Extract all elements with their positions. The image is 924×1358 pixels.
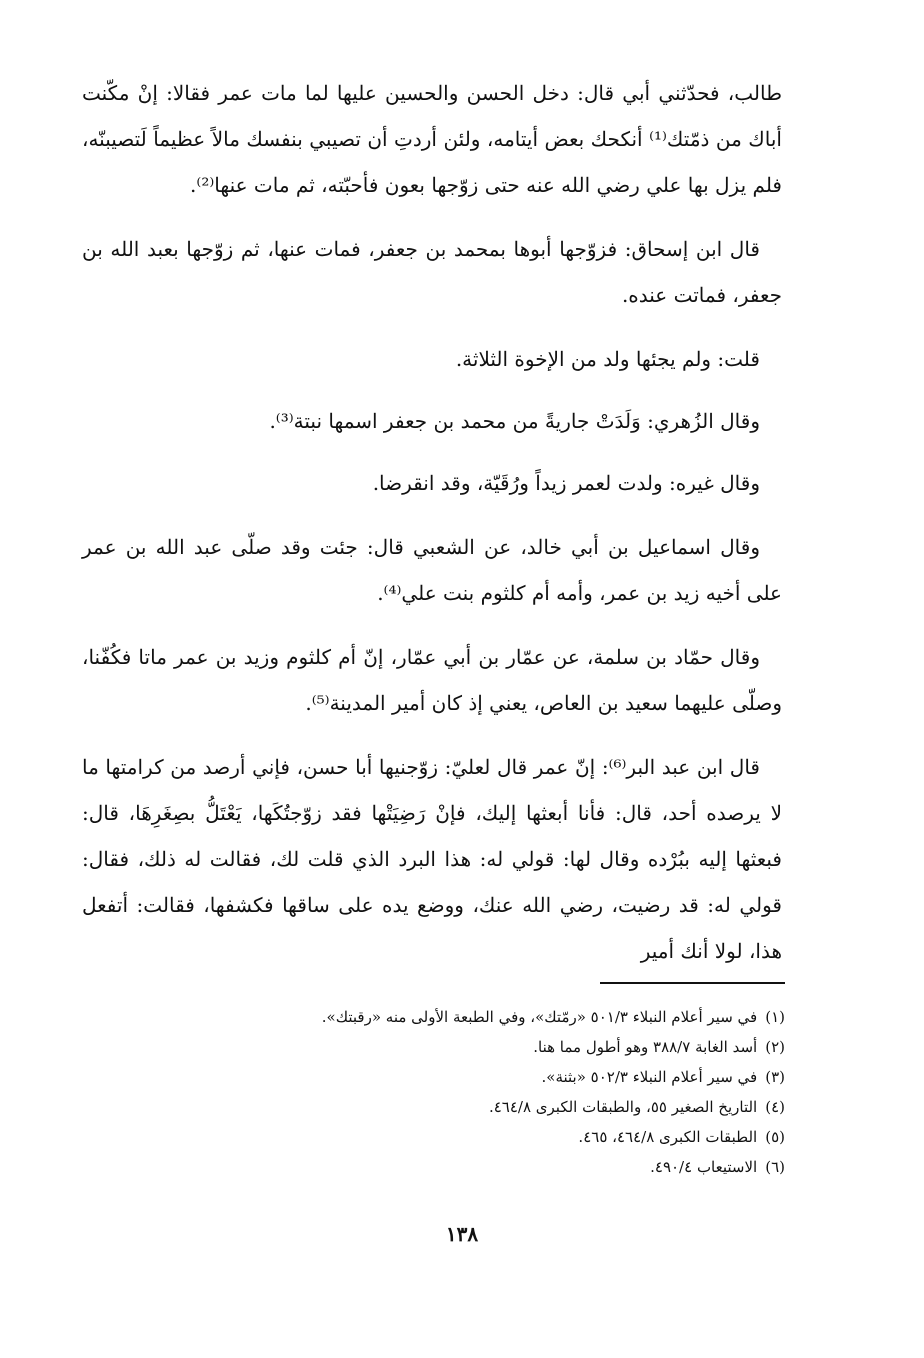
footnote-text: الطبقات الكبرى ٤٦٤/٨، ٤٦٥.: [578, 1128, 758, 1146]
footnote-separator: [600, 982, 785, 984]
paragraph-1: طالب، فحدّثني أبي قال: دخل الحسن والحسين عليها لما مات عمر فقالا: إنْ مكّنت أباك من ذمّتك⁽¹⁾ أنكحك بعض أيتامه، ولئن أردتِ أن تصيبي بنفسك مالاً عظيماً لَتصيبنّه، فلم يزل بها علي رضي الله عنه حتى زوّجها بعون فأحبّته، ثم مات عنها⁽²⁾.: [82, 81, 782, 197]
main-text: [82, 70, 782, 974]
footnote-number: (٢): [765, 1038, 785, 1056]
footnote-number: (٣): [765, 1068, 785, 1086]
footnote-3: [230, 1062, 785, 1092]
footnote-number: (٤): [765, 1098, 785, 1116]
footnote-text: أسد الغابة ٣٨٨/٧ وهو أطول مما هنا.: [533, 1038, 758, 1056]
paragraph-7: وقال حمّاد بن سلمة، عن عمّار بن أبي عمّار، إنّ أم كلثوم وزيد بن عمر ماتا فكُفّنا، وصلّى عليهما سعيد بن العاص، يعني إذ كان أمير المدينة⁽⁵⁾.: [82, 645, 782, 715]
paragraph-2: قال ابن إسحاق: فزوّجها أبوها بمحمد بن جعفر، فمات عنها، ثم زوّجها بعبد الله بن جعفر، فماتت عنده.: [82, 237, 782, 307]
paragraph-4: وقال الزُهري: وَلَدَتْ جاريةً من محمد بن جعفر اسمها نبتة⁽³⁾.: [269, 409, 760, 433]
footnote-number: (١): [765, 1008, 785, 1026]
paragraph-5: وقال غيره: ولدت لعمر زيداً ورُقَيّة، وقد انقرضا.: [372, 471, 760, 495]
footnote-number: (٦): [765, 1158, 785, 1176]
footnote-text: في سير أعلام النبلاء ٥٠١/٣ «رمّتك»، وفي الطبعة الأولى منه «رقبتك».: [321, 1008, 758, 1026]
paragraph-8: قال ابن عبد البر⁽⁶⁾: إنّ عمر قال لعليّ: زوّجنيها أبا حسن، فإني أرصد من كرامتها ما لا يرصده أحد، قال: فأنا أبعثها إليك، فإنْ رَضِيَتْها فقد زوّجتُكَها، يَعْتَلُّ بصِغَرِهَا، قال: فبعثها إليه ببُرْده وقال لها: قولي له: هذا البرد الذي قلت لك، فقالت له ذلك، فقال: قولي له: قد رضيت، رضي الله عنك، ووضع يده على ساقها فكشفها، فقالت: أتفعل هذا، لولا أنك أمير: [82, 755, 782, 963]
footnote-2: [230, 1032, 785, 1062]
footnote-4: [230, 1092, 785, 1122]
paragraph-3: قلت: ولم يجئها ولد من الإخوة الثلاثة.: [455, 347, 760, 371]
footnote-number: (٥): [765, 1128, 785, 1146]
footnote-1: [230, 1002, 785, 1032]
footnote-text: التاريخ الصغير ٥٥، والطبقات الكبرى ٤٦٤/٨.: [488, 1098, 758, 1116]
footnote-text: في سير أعلام النبلاء ٥٠٢/٣ «بثنة».: [541, 1068, 758, 1086]
footnotes: [230, 1002, 785, 1182]
page-number: ١٣٨: [445, 1222, 479, 1246]
footnote-text: الاستيعاب ٤٩٠/٤.: [650, 1158, 758, 1176]
paragraph-6: وقال اسماعيل بن أبي خالد، عن الشعبي قال: جئت وقد صلّى عبد الله بن عمر على أخيه زيد بن عمر، وأمه أم كلثوم بنت علي⁽⁴⁾.: [82, 535, 782, 605]
footnote-5: [230, 1122, 785, 1152]
footnote-6: [230, 1152, 785, 1182]
